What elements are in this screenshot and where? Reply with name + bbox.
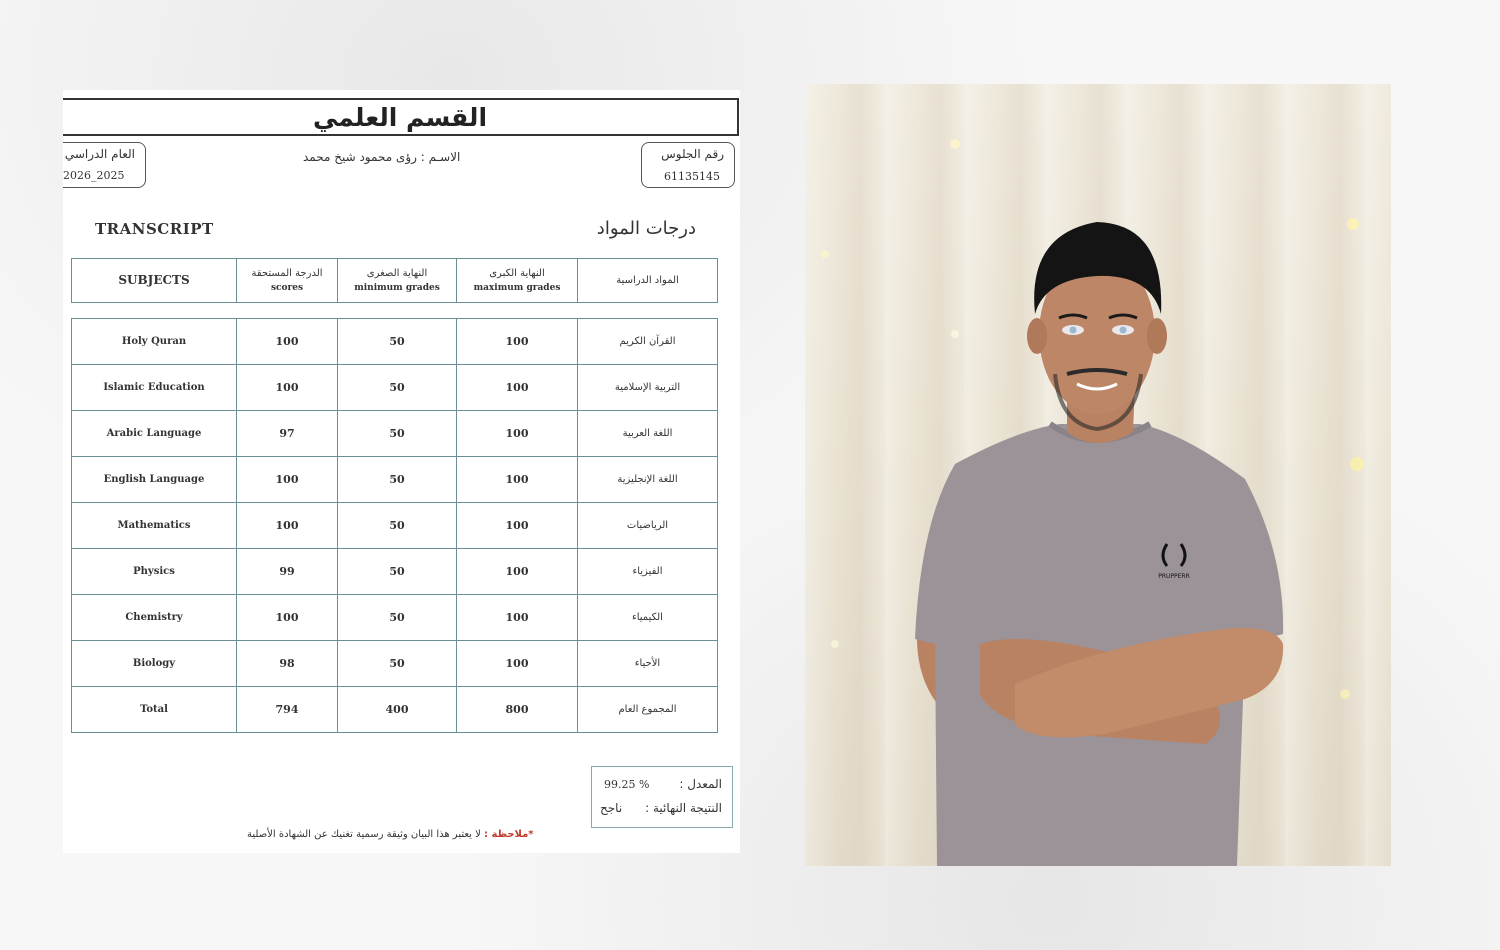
- header-subjects-en: SUBJECTS: [72, 259, 237, 303]
- subject-ar-cell: اللغة الإنجليزية: [578, 457, 718, 503]
- header-max-ar: النهاية الكبرى: [489, 267, 545, 279]
- score-cell: 794: [237, 687, 338, 733]
- title-box: [63, 98, 739, 136]
- subject-ar-cell: الأحياء: [578, 641, 718, 687]
- subject-en-cell: Holy Quran: [72, 319, 237, 365]
- transcript-heading-ar: درجات المواد: [596, 218, 696, 239]
- academic-year-value: 2026_2025: [63, 169, 125, 182]
- academic-year-label: العام الدراسي: [64, 147, 135, 161]
- score-cell: 100: [237, 365, 338, 411]
- average-label: المعدل :: [679, 777, 722, 791]
- subject-en-cell: Physics: [72, 549, 237, 595]
- score-cell: 97: [237, 411, 338, 457]
- table-row: [72, 549, 718, 595]
- header-max-en: maximum grades: [473, 282, 561, 293]
- score-cell: 100: [237, 595, 338, 641]
- header-scores-en: scores: [270, 282, 304, 293]
- note-key: *ملاحظة :: [484, 829, 534, 840]
- header-max: [457, 259, 578, 303]
- max-grade-cell: 100: [457, 319, 578, 365]
- table-row: [72, 595, 718, 641]
- disclaimer-note: [247, 829, 534, 840]
- subject-en-cell: Arabic Language: [72, 411, 237, 457]
- transcript-document: [63, 90, 740, 853]
- result-box: [591, 766, 733, 828]
- grades-table: [71, 318, 718, 733]
- min-grade-cell: 400: [338, 687, 457, 733]
- student-name: الاسـم : رؤى محمود شيخ محمد: [303, 150, 461, 164]
- subject-en-cell: Islamic Education: [72, 365, 237, 411]
- shirt-logo-text: PRUPPERR: [1158, 573, 1190, 580]
- department-title: القسم العلمي: [312, 102, 488, 132]
- max-grade-cell: 100: [457, 595, 578, 641]
- grades-header-table: [71, 258, 718, 303]
- score-cell: 100: [237, 319, 338, 365]
- max-grade-cell: 100: [457, 457, 578, 503]
- max-grade-cell: 100: [457, 411, 578, 457]
- max-grade-cell: 100: [457, 641, 578, 687]
- min-grade-cell: 50: [338, 457, 457, 503]
- min-grade-cell: 50: [338, 549, 457, 595]
- seat-number-value: 61135145: [664, 170, 720, 183]
- table-row: [72, 457, 718, 503]
- score-cell: 99: [237, 549, 338, 595]
- seat-number-box: [641, 142, 735, 188]
- header-subjects-ar: المواد الدراسية: [578, 259, 718, 303]
- subject-ar-cell: المجموع العام: [578, 687, 718, 733]
- min-grade-cell: 50: [338, 319, 457, 365]
- min-grade-cell: 50: [338, 641, 457, 687]
- table-row: [72, 319, 718, 365]
- final-result-label: النتيجة النهائية :: [645, 801, 722, 815]
- max-grade-cell: 100: [457, 365, 578, 411]
- subject-en-cell: English Language: [72, 457, 237, 503]
- subject-ar-cell: الرياضيات: [578, 503, 718, 549]
- subject-ar-cell: الكيمياء: [578, 595, 718, 641]
- table-row: [72, 503, 718, 549]
- table-row: [72, 687, 718, 733]
- average-value: 99.25 %: [604, 778, 650, 791]
- max-grade-cell: 100: [457, 503, 578, 549]
- header-scores-ar: الدرجة المستحقة: [251, 267, 323, 279]
- score-cell: 100: [237, 457, 338, 503]
- subject-en-cell: Biology: [72, 641, 237, 687]
- transcript-heading-en: TRANSCRIPT: [95, 220, 214, 238]
- seat-number-label: رقم الجلوس: [661, 147, 724, 161]
- table-row: [72, 641, 718, 687]
- subject-ar-cell: اللغة العربية: [578, 411, 718, 457]
- student-photo: [805, 84, 1391, 866]
- table-row: [72, 411, 718, 457]
- subject-en-cell: Chemistry: [72, 595, 237, 641]
- min-grade-cell: 50: [338, 503, 457, 549]
- academic-year-box: [63, 142, 146, 188]
- max-grade-cell: 800: [457, 687, 578, 733]
- subject-en-cell: Total: [72, 687, 237, 733]
- header-min: [338, 259, 457, 303]
- header-min-en: minimum grades: [354, 282, 440, 293]
- final-result-value: ناجح: [600, 801, 623, 815]
- subject-ar-cell: القرآن الكريم: [578, 319, 718, 365]
- table-row: [72, 365, 718, 411]
- max-grade-cell: 100: [457, 549, 578, 595]
- note-text: لا يعتبر هذا البيان وثيقة رسمية تغنيك عن الشهادة الأصلية: [247, 829, 485, 840]
- score-cell: 98: [237, 641, 338, 687]
- subject-ar-cell: الفيزياء: [578, 549, 718, 595]
- min-grade-cell: 50: [338, 411, 457, 457]
- score-cell: 100: [237, 503, 338, 549]
- header-min-ar: النهاية الصغرى: [366, 267, 428, 279]
- min-grade-cell: 50: [338, 365, 457, 411]
- subject-en-cell: Mathematics: [72, 503, 237, 549]
- student-photo-illustration: [805, 84, 1391, 866]
- subject-ar-cell: التربية الإسلامية: [578, 365, 718, 411]
- min-grade-cell: 50: [338, 595, 457, 641]
- header-scores: [237, 259, 338, 303]
